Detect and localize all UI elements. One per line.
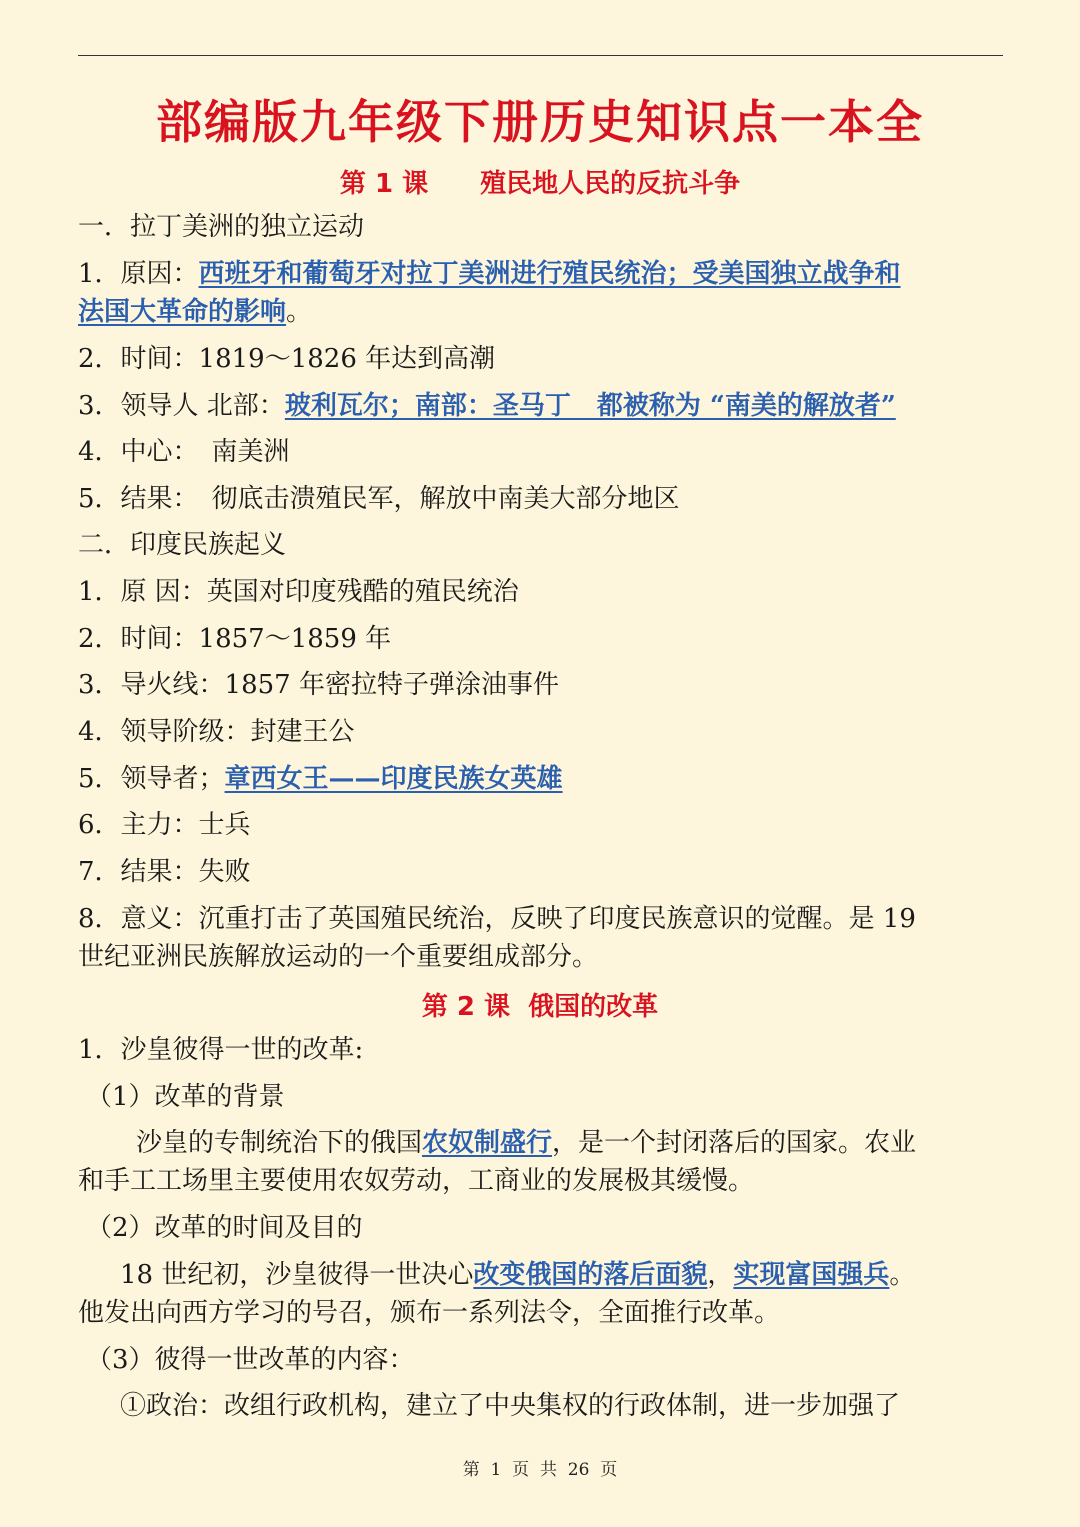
page-footer: 第 1 页 共 26 页 <box>462 1460 618 1480</box>
india-leader-highlight: 章西女王——印度民族女英雄 <box>224 764 563 794</box>
india-leader-line <box>78 760 1008 798</box>
cause-highlight-2: 法国大革命的影响 <box>78 297 287 327</box>
cause-line-1 <box>78 255 1008 293</box>
india-meaning-1: 8．意义：沉重打击了英国殖民统治，反映了印度民族意识的觉醒。是 19 <box>78 904 916 934</box>
section-1-heading: 一．拉丁美洲的独立运动 <box>78 212 365 242</box>
sub-2-mid: ， <box>707 1260 734 1290</box>
change-backwardness-highlight: 改变俄国的落后面貌 <box>473 1260 708 1290</box>
sub-2-post: 。 <box>889 1260 916 1290</box>
cause-label: 1．原因： <box>78 259 199 289</box>
sub-1-para-line-2: 和手工工场里主要使用农奴劳动，工商业的发展极其缓慢。 <box>78 1166 755 1196</box>
cause-line-2 <box>78 293 1008 331</box>
leader-line <box>78 387 1008 425</box>
india-result: 7．结果：失败 <box>78 857 251 887</box>
india-meaning-2: 世纪亚洲民族解放运动的一个重要组成部分。 <box>78 942 599 972</box>
india-class: 4．领导阶级：封建王公 <box>78 717 355 747</box>
leader-label: 3．领导人 北部： <box>78 391 285 421</box>
sub-2-para-line-2: 他发出向西方学习的号召，颁布一系列法令，全面推行改革。 <box>78 1298 781 1328</box>
document-title: 部编版九年级下册历史知识点一本全 <box>156 95 924 149</box>
india-leader-label: 5．领导者； <box>78 764 225 794</box>
sub-3-heading: （3）彼得一世改革的内容： <box>86 1345 415 1375</box>
serfdom-highlight: 农奴制盛行 <box>422 1128 553 1158</box>
cause-highlight-1: 西班牙和葡萄牙对拉丁美洲进行殖民统治；受美国独立战争和 <box>198 259 901 289</box>
india-cause: 1．原 因：英国对印度残酷的殖民统治 <box>78 577 519 607</box>
sub-1-heading: （1）改革的背景 <box>86 1082 285 1112</box>
time-line: 2．时间：1819～1826 年达到高潮 <box>78 344 496 374</box>
center-line: 4．中心： 南美洲 <box>78 437 290 467</box>
lesson-2-item-1: 1．沙皇彼得一世的改革: <box>78 1035 364 1065</box>
result-line: 5．结果： 彻底击溃殖民军，解放中南美大部分地区 <box>78 484 680 514</box>
sub-2-pre: 18 世纪初，沙皇彼得一世决心 <box>120 1260 474 1290</box>
sub-2-heading: （2）改革的时间及目的 <box>86 1213 363 1243</box>
cause-end: 。 <box>286 297 313 327</box>
sub-2-para-line-1 <box>120 1256 1050 1294</box>
sub-1-post: ，是一个封闭落后的国家。农业 <box>552 1128 917 1158</box>
lesson-2-heading: 第 2 课 俄国的改革 <box>421 992 659 1022</box>
sub-3-para-line-1: ①政治：改组行政机构，建立了中央集权的行政体制，进一步加强了 <box>120 1391 901 1421</box>
india-fuse: 3．导火线：1857 年密拉特子弹涂油事件 <box>78 670 559 700</box>
india-time: 2．时间：1857～1859 年 <box>78 624 392 654</box>
india-force: 6．主力：士兵 <box>78 810 251 840</box>
leader-highlight: 玻利瓦尔；南部：圣马丁 都被称为 “南美的解放者” <box>284 391 896 421</box>
top-rule <box>78 55 1003 56</box>
lesson-1-heading: 第 1 课 殖民地人民的反抗斗争 <box>339 169 741 199</box>
section-2-heading: 二．印度民族起义 <box>78 530 287 560</box>
rich-country-highlight: 实现富国强兵 <box>733 1260 890 1290</box>
sub-1-para-line-1 <box>136 1124 1066 1162</box>
sub-1-pre: 沙皇的专制统治下的俄国 <box>136 1128 423 1158</box>
